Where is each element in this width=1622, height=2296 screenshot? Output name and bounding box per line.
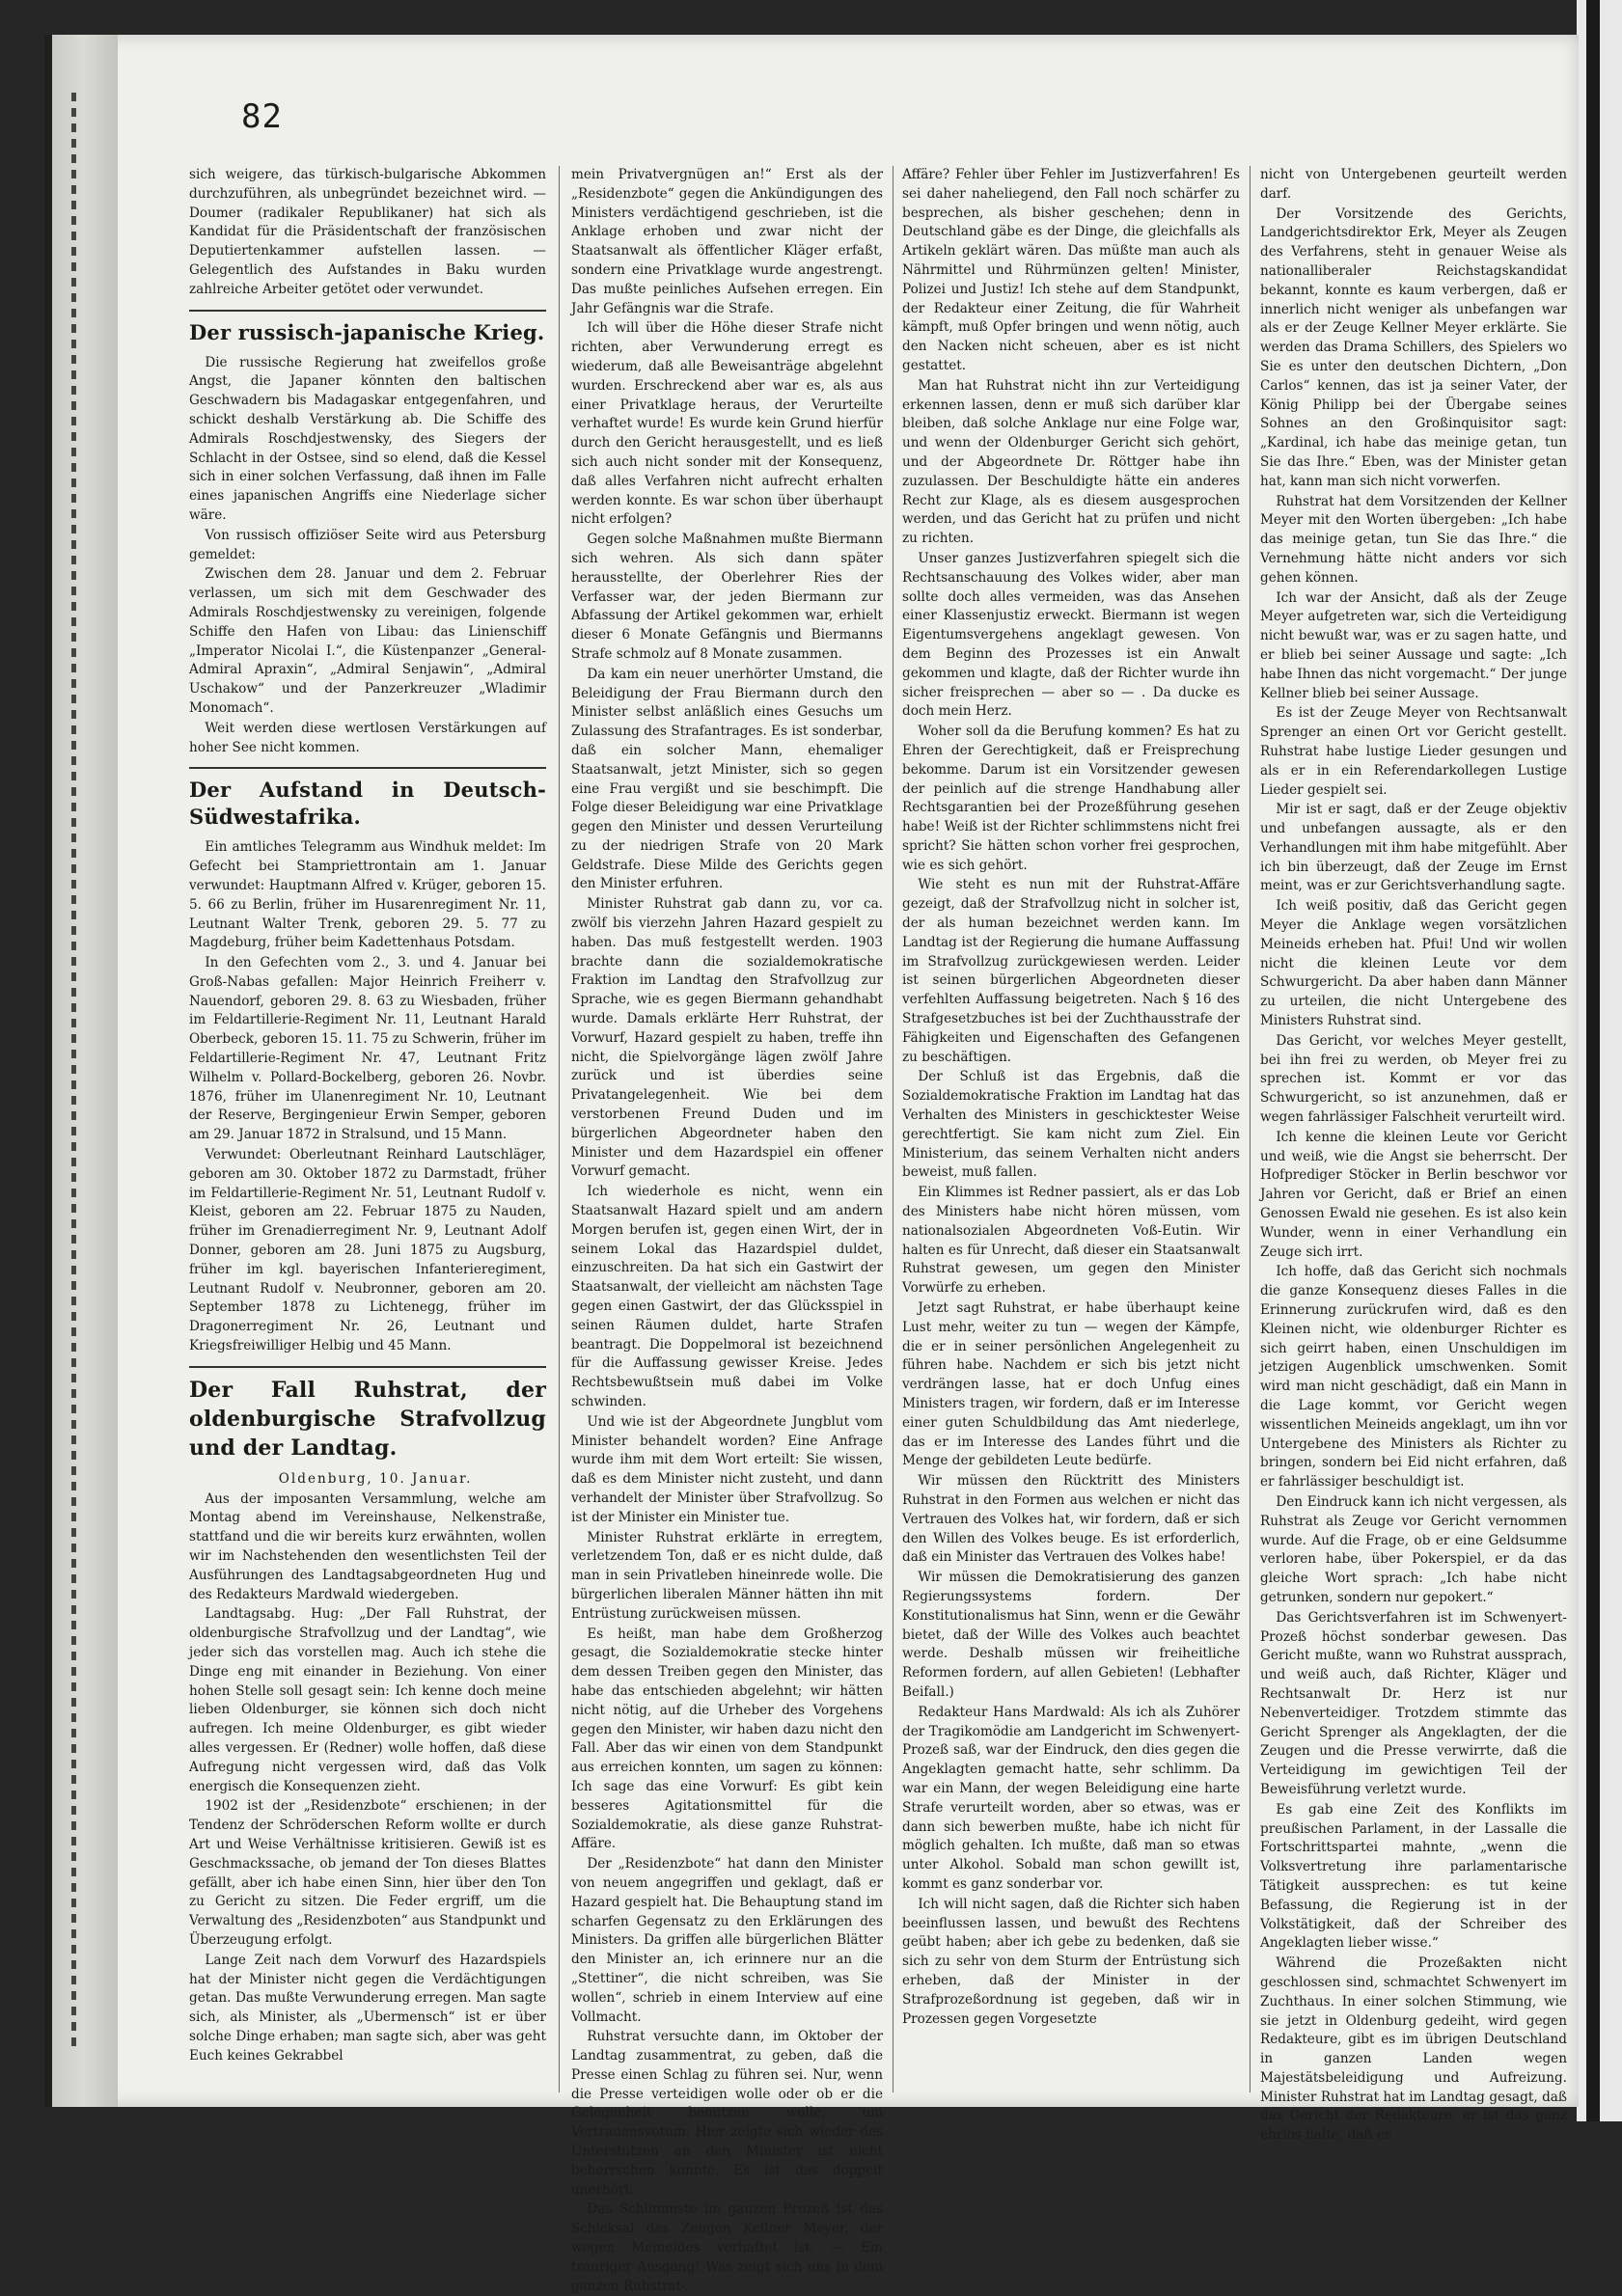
paragraph: Der „Residenzbote“ hat dann den Minister von neuem angegriffen und geklagt, daß er Hazard gespielt hat. Die Behauptung stand im scharfen Gegensatz zu den Erklärungen des Ministers. Da griffen alle bürgerlichen Blätter den Minister an, ich erinnere nur an die „Stettiner“, die nicht schreiben, was Sie wollen“, schrieb in einem Interview auf eine Vollmacht. [571, 1856, 883, 2025]
paragraph: Landtagsabg. Hug: „Der Fall Ruhstrat, der oldenburgische Strafvollzug und der Landtag“, wie jeder sich das vorstellen mag. Auch ich stehe die Dinge eng mit einander in Beziehung. Von einer hohen Stelle soll gesagt sein: Ich kenne doch meine lieben Oldenburger, sie können sich doch nicht aufregen. Ich meine Oldenburger, es gibt wieder alles vergessen. Er (Redner) wolle hoffen, daß diese Aufregung nicht vergessen wird, daß das Volk energisch die Konsequenzen zieht. [189, 1606, 546, 1794]
headline-southwest-africa-uprising: Der Aufstand in Deutsch-Südwestafrika. [189, 778, 546, 830]
paragraph: Man hat Ruhstrat nicht ihn zur Verteidigung erkennen lassen, denn er muß sich darüber klar bleiben, daß solche Anklage nur eine Folge war, und wenn der Oldenburger Gericht sich gehört, und der Abgeordnete Dr. Röttger habe ihn zuzulassen. Der Beschuldigte hätte ein anderes Recht zur Klage, als es diesem ausgesprochen werden, und das Gericht hat zu prüfen und nicht zu richten. [902, 377, 1240, 547]
paragraph: Zwischen dem 28. Januar und dem 2. Februar verlassen, um sich mit dem Geschwader des Admirals Roschdjestwensky zu vereinigen, folgende Schiffe den Hafen von Libau: das Linienschiff „Imperator Nicolai I.“, die Küstenpanzer „General-Admiral Apraxin“, „Admiral Senjawin“, „Admiral Uschakow“ und der Panzerkreuzer „Wladimir Monomach“. [189, 566, 546, 716]
paragraph: In den Gefechten vom 2., 3. und 4. Januar bei Groß-Nabas gefallen: Major Heinrich Freiherr v. Nauendorf, geboren 29. 8. 63 zu Wiesbaden, früher im Feldartillerie-Regiment Nr. 11, Leutnant Harald Oberbeck, geboren 15. 11. 75 zu Schwerin, früher im Feldartillerie-Regiment Nr. 47, Leutnant Fritz Wilhelm v. Pollard-Bockelberg, geboren 26. Novbr. 1876, früher im Ulanenregiment Nr. 10, Leutnant der Reserve, Bergingenieur Erwin Semper, geboren am 29. Januar 1872 in Stralsund, und 15 Mann. [189, 955, 546, 1143]
paragraph: Lange Zeit nach dem Vorwurf des Hazardspiels hat der Minister nicht gegen die Verdächtigungen getan. Das mußte Verwunderung erregen. Man sagte sich, als Minister, als „Ubermensch“ ist er über solche Dinge erhaben; man sagte sich, aber was geht Euch keines Gekrabbel [189, 1952, 546, 2064]
paragraph: Ich war der Ansicht, daß als der Zeuge Meyer aufgetreten war, sich die Verteidigung nicht bewußt war, was er zu sagen hatte, und er blieb bei seiner Aussage und sagte: „Ich habe Ihnen das nicht vorgemacht.“ Der junge Kellner blieb bei seiner Aussage. [1260, 589, 1567, 701]
section-divider [189, 767, 546, 769]
paragraph: Woher soll da die Berufung kommen? Es hat zu Ehren der Gerechtigkeit, daß er Freisprechung bekomme. Darum ist ein Vorsitzender gewesen der peinlich auf die strenge Handhabung aller Rechtsgarantien bei der Prozeßführung gesehen habe! Weiß ist der Richter schlimmstens nicht frei spricht? Sie hätten schon vorher frei gesprochen, wie es sich gehört. [902, 724, 1240, 873]
paragraph: Ich wiederhole es nicht, wenn ein Staatsanwalt Hazard spielt und am andern Morgen berufen ist, gegen einen Wirt, der in seinem Lokal das Hazardspiel duldet, einzuschreiten. Da hat sich ein Gastwirt der Staatsanwalt, der vielleicht am nächsten Tage gegen einen Gastwirt, der das Glücksspiel in seinen Räumen duldet, harte Strafen beantragt. Die Doppelmoral ist bezeichnend für die Auffassung gewisser Kreise. Jedes Rechtsbewußtsein muß dabei im Volke schwinden. [571, 1184, 883, 1409]
paragraph: Ein amtliches Telegramm aus Windhuk meldet: Im Gefecht bei Stampriettrontain am 1. Januar verwundet: Hauptmann Alfred v. Krüger, geboren 15. 5. 66 zu Berlin, früher im Husarenregiment Nr. 11, Leutnant Walter Trenk, geboren 29. 5. 77 zu Magdeburg, früher beim Kadettenhaus Potsdam. [189, 839, 546, 951]
paragraph: Unser ganzes Justizverfahren spiegelt sich die Rechtsanschauung des Volkes wider, aber man sollte doch alles vermeiden, was das Ansehen einer Klassenjustiz erweckt. Biermann ist wegen Eigentumsvergehens angeklagt gewesen. Von dem Beginn des Prozesses ist ein Anwalt gekommen und klagte, daß der Richter wurde ihn sicher freisprechen — aber so — . Da ducke es doch mein Herz. [902, 550, 1240, 720]
section-divider [189, 310, 546, 312]
paragraph: Die russische Regierung hat zweifellos große Angst, die Japaner könnten den baltischen Geschwadern bis Madagaskar entgegenfahren, und schickt deshalb Verstärkung ab. Die Schiffe des Admirals Roschdjestwensky, des Siegers der Schlacht in der Ostsee, sind so elend, daß die Kessel sich in einer solchen Verfassung, daß ihnen im Falle eines japanischen Angriffs eine Niederlage sicher wäre. [189, 354, 546, 523]
column-rule [1250, 166, 1251, 2092]
page-number: 82 [241, 97, 283, 136]
paragraph: Ich hoffe, daß das Gericht sich nochmals die ganze Konsequenz dieses Falles in die Erinnerung zurückrufen wird, daß es den Kleinen nicht, wie oldenburger Richter es sich geirrt haben, einen Unschuldigen im jetzigen Augenblick umschwenken. Somit wird man nicht geschädigt, daß ein Mann in die Lage kommt, vor Gericht wegen wissentlichen Meineids angeklagt, um ihn vor Untergebene des Ministers als Richter zu bringen, sondern bei Eid nicht erfahren, daß er fahrlässiger beschuldigt ist. [1260, 1264, 1567, 1490]
scanner-edge [1577, 0, 1622, 2121]
page-binding [44, 35, 118, 2107]
paragraph: Ich weiß positiv, daß das Gericht gegen Meyer die Anklage wegen vorsätzlichen Meineids erheben hat. Pfui! Und wir wollen nicht die kleinen Leute vor dem Schwurgericht. Da aber haben dann Männer zu urteilen, die nicht Untergebene des Ministers Ruhstrat sind. [1260, 898, 1567, 1029]
paragraph: Mir ist er sagt, daß er der Zeuge objektiv und unbefangen aussagte, als er den Verhandlungen mit ihm habe mitgefühlt. Aber ich bin überzeugt, daß der Zeuge im Ernst meint, was er zur Gerichtsverhandlung sagte. [1260, 802, 1567, 894]
headline-russo-japanese-war: Der russisch-japanische Krieg. [189, 319, 545, 344]
headline-ruhstrat-case: Der Fall Ruhstrat, der oldenburgische Strafvollzug und der Landtag. [189, 1377, 546, 1461]
column-2 [571, 166, 883, 2294]
paragraph: 1902 ist der „Residenzbote“ erschienen; in der Tendenz der Schröderschen Reform wollte er durch Art und Weise Verhältnisse kritisieren. Gewiß ist es Geschmackssache, ob jemand der Ton dieses Blattes gefällt, aber ich habe einen Sinn, hier über den Ton zu Gericht zu sitzen. Die Feder ergriff, um die Verwaltung des „Residenzboten“ aus Standpunkt und Überzeugung erfolgt. [189, 1798, 546, 1948]
paragraph: Ich will nicht sagen, daß die Richter sich haben beeinflussen lassen, und bewußt des Rechtens geübt haben; aber ich gebe zu bedenken, daß sie sich zu sehr von dem Sturm der Entrüstung sich erheben, daß der Minister in der Strafprozeßordnung ist gegeben, daß wir in Prozessen gegen Vorgesetzte [902, 1896, 1240, 2027]
paragraph: Ruhstrat hat dem Vorsitzenden der Kellner Meyer mit den Worten übergeben: „Ich habe das meinige getan, tun Sie das Ihre.“ die Vernehmung hätte nicht anders vor sich gehen können. [1260, 493, 1567, 586]
paragraph: Affäre? Fehler über Fehler im Justizverfahren! Es sei daher naheliegend, den Fall noch schärfer zu besprechen, als bisher geschehen; denn in Deutschland gäbe es der Dinge, die gleichfalls als Artikeln geklärt wären. Das müßte man auch als Nährmittel und Rührmünzen gelten! Minister, Polizei und Justiz! Ich stehe auf dem Standpunkt, der Redakteur einer Zeitung, die für Wahrheit kämpft, muß Opfer bringen und wenn nötig, auch den Nacken nicht scheuen, aber es ist nicht gestattet. [902, 167, 1240, 373]
paragraph: Es gab eine Zeit des Konflikts im preußischen Parlament, in der Lassalle die Fortschrittspartei mahnte, „wenn die Volksvertretung ihre parlamentarische Tätigkeit aussprechen: es tut keine Befassung, die Regierung ist in der Volkstätigkeit, daß der Schreiber des Angeklagten lieber wisse.“ [1260, 1801, 1567, 1952]
paragraph: Aus der imposanten Versammlung, welche am Montag abend im Vereinshause, Nelkenstraße, stattfand und die wir bereits kurz erwähnten, wollen wir im Nachstehenden den wesentlichsten Teil der Ausführungen des Landtagsabgeordneten Hug und des Redakteurs Mardwald wiedergeben. [189, 1490, 546, 1602]
paragraph: Minister Ruhstrat erklärte in erregtem, verletzendem Ton, daß er es nicht dulde, daß man in sein Privatleben hineinrede wolle. Die bürgerlichen liberalen Männer hätten ihn mit Entrüstung zurückweisen müssen. [571, 1529, 883, 1622]
paragraph: nicht von Untergebenen geurteilt werden darf. [1260, 167, 1567, 202]
paragraph: Das Gericht, vor welches Meyer gestellt, bei ihn frei zu werden, ob Meyer frei zu sprechen ist. Kommt er vor das Schwurgericht, so ist anzunehmen, daß er wegen fahrlässiger Falschheit verurteilt wird. [1260, 1032, 1567, 1126]
paragraph: Minister Ruhstrat gab dann zu, vor ca. zwölf bis vierzehn Jahren Hazard gespielt zu haben. Das muß festgestellt werden. 1903 brachte dann die sozialdemokratische Fraktion im Landtag den Strafvollzug zur Sprache, wie es gegen Biermann gehandhabt wurde. Damals erklärte Herr Ruhstrat, der Vorwurf, Hazard gespielt zu haben, treffe ihn nicht, die Spielvorgänge lägen zwölf Jahre zurück und ist überdies seine Privatangelegenheit. Wie bei dem verstorbenen Freund Duden und im bürgerlichen Abgeordneter haben den Minister und dem Hazardspiel ein offener Vorwurf gemacht. [571, 896, 883, 1180]
paragraph: Von russisch offiziöser Seite wird aus Petersburg gemeldet: [189, 527, 546, 562]
section-divider [189, 1366, 546, 1368]
paragraph: Da kam ein neuer unerhörter Umstand, die Beleidigung der Frau Biermann durch den Minister selbst anläßlich eines Gesuchs um Zulassung des Strafantrages. Es ist sonderbar, daß ein solcher Mann, ehemaliger Staatsanwalt, jetzt Minister, sich so gegen eine Frau vergißt und sie beschimpft. Die Folge dieser Beleidigung war eine Privatklage gegen den Minister und dessen Verurteilung zu der niedrigen Strafe von 20 Mark Geldstrafe. Diese Milde des Gerichts gegen den Minister erfuhren. [571, 666, 883, 892]
paragraph: Den Eindruck kann ich nicht vergessen, als Ruhstrat als Zeuge vor Gericht vernommen wurde. Auf die Frage, ob er eine Geldsumme verloren habe, über Pokerspiel, er da das gleiche Wort sprach: „Ich habe nicht getrunken, sondern nur gepokert.“ [1260, 1493, 1567, 1605]
paragraph: Ich kenne die kleinen Leute vor Gericht und weiß, wie die Angst sie beherrscht. Der Hofprediger Stöcker in Berlin beschwor vor Jahren vor Gericht, daß er Brief an einen Genossen Ewald nie gesehen. Es ist also kein Wunder, wenn in einer Verhandlung ein Zeuge sich irrt. [1260, 1129, 1567, 1260]
paragraph: Und wie ist der Abgeordnete Jungblut vom Minister behandelt worden? Eine Anfrage wurde ihm mit dem Wort erteilt: Sie wissen, daß es dem Minister nicht zusteht, und dann verhandelt der Minister über Strafvollzug. So ist der Minister ein Minister tue. [571, 1413, 883, 1525]
paragraph: Wir müssen den Rücktritt des Ministers Ruhstrat in den Formen aus welchen er nicht das Vertrauen des Volkes hat, wir fordern, daß er sich den Willen des Volkes beuge. Es ist erforderlich, daß ein Minister das Vertrauen des Volkes habe! [902, 1473, 1240, 1566]
paragraph: Der Vorsitzende des Gerichts, Landgerichtsdirektor Erk, Meyer als Zeugen des Verfahrens, steht in genauer Weise als nationalliberaler Reichstagskandidat bekannt, konnte es kaum verbergen, daß er innerlich nicht weniger als unbefangen war als er der Zeuge Kellner Meyer erklärte. Sie werden das Drama Schillers, des Spielers wo Sie es unter den deutschen Dichtern, „Don Carlos“ kennen, das ist ja seiner Vater, der König Philipp bei der Übergabe seines Sohnes an den Großinquisitor sagt: „Kardinal, ich habe das meinige getan, tun Sie das Ihre.“ Eben, was der Minister getan hat, kann man sich nicht vorwerfen. [1260, 205, 1567, 489]
paragraph: Wir müssen die Demokratisierung des ganzen Regierungssystems fordern. Der Konstitutionalismus hat Sinn, wenn er die Gewähr bietet, daß der Wille des Volkes auch beachtet werde. Deshalb müssen wir freiheitliche Reformen fordern, auf allen Gebieten! (Lebhafter Beifall.) [902, 1570, 1240, 1700]
paragraph: Ein Klimmes ist Redner passiert, als er das Lob des Ministers habe nicht hören müssen, vom nationalsozialen Abgeordneten Voß-Eutin. Wir halten es für Unrecht, daß dieser ein Staatsanwalt Ruhstrat gewesen, um gegen den Minister Vorwürfe zu erheben. [902, 1185, 1240, 1297]
paragraph: Es heißt, man habe dem Großherzog gesagt, die Sozialdemokratie stecke hinter dem dessen Treiben gegen den Minister, das habe das entschieden abgelehnt; wir hätten nicht nötig, auf die Urheber des Vorgehens gegen den Minister, wir haben dazu nicht den Fall. Aber das wir einen von dem Standpunkt aus erreichen konnten, um sagen zu können: Ich sage das eine Vorwurf: Es gibt kein besseres Agitationsmittel für die Sozialdemokratie, als diese ganze Ruhstrat-Affäre. [571, 1626, 883, 1852]
column-rule [559, 166, 560, 2092]
paragraph: Das Gerichtsverfahren ist im Schwenyert-Prozeß höchst sonderbar gewesen. Das Gericht mußte, wann wo Ruhstrat aussprach, und weiß auch, daß Richter, Kläger und Rechtsanwalt Dr. Herz ist nur Nebenverteidiger. Trotzdem stimmte das Gericht Sprenger als Angeklagten, der die Zeugen und die Presse verwirrte, daß die Verteidigung im gewichtigen Teil der Beweisführung verletzt wurde. [1260, 1609, 1567, 1797]
column-3 [902, 166, 1240, 2094]
paragraph: Es ist der Zeuge Meyer von Rechtsanwalt Sprenger an einen Ort vor Gericht gestellt. Ruhstrat habe lustige Lieder gesungen und als er in ein Referendarkollegen Lustige Lieder gespielt sei. [1260, 705, 1567, 798]
paragraph: Das Schlimmste im ganzen Prozeß ist das Schicksal des Zeugen Kellner Meyer, der wegen Meineides verhaftet ist. — Ein trauriger Ausgang! Was zeigt sich uns in dem ganzen Ruhstrat- [571, 2201, 883, 2294]
paragraph: Ruhstrat versuchte dann, im Oktober der Landtag zusammentrat, zu geben, daß die Presse einen Schlag zu führen sei. Nur, wenn die Presse verteidigen wolle oder ob er die Gelegenheit benutzen wolle, um Vertrauensvotum. Hier zeigte sich wieder des Unterstützen an den Minister ist nicht beherrschen konnte. Es ist das doppelt unerhört. [571, 2029, 883, 2198]
column-1 [189, 166, 546, 2094]
paragraph: sich weigere, das türkisch-bulgarische Abkommen durchzuführen, als unbegründet bezeichnet wird. — Doumer (radikaler Republikaner) hat sich als Kandidat für die Präsidentschaft der französischen Deputiertenkammer aufstellen lassen. — Gelegentlich des Aufstandes in Baku wurden zahlreiche Arbeiter getötet oder verwundet. [189, 167, 546, 297]
paragraph: Verwundet: Oberleutnant Reinhard Lautschläger, geboren am 30. Oktober 1872 zu Darmstadt, früher im Feldartillerie-Regiment Nr. 51, Leutnant Rudolf v. Kleist, geboren am 22. Februar 1875 zu Nauden, früher im Grenadierregiment Nr. 9, Leutnant Adolf Donner, geboren am 28. Juni 1875 zu Augsburg, früher im kgl. bayerischen Infanterieregiment, Leutnant Rudolf v. Neubronner, geboren am 20. September 1878 zu Lichtenegg, früher im Dragonerregiment Nr. 26, Leutnant und Kriegsfreiwilliger Helbig und 45 Mann. [189, 1147, 546, 1354]
paragraph: Der Schluß ist das Ergebnis, daß die Sozialdemokratische Fraktion im Landtag hat das Verhalten des Ministers in geschicktester Weise gerechtfertigt. Sie kam nicht zum Ziel. Ein Ministerium, das seinem Verhalten nicht anders beweist, muß fallen. [902, 1069, 1240, 1181]
paragraph: Weit werden diese wertlosen Verstärkungen auf hoher See nicht kommen. [189, 720, 546, 755]
dateline: Oldenburg, 10. Januar. [278, 1470, 473, 1487]
paragraph: mein Privatvergnügen an!“ Erst als der „Residenzbote“ gegen die Ankündigungen des Ministers verdächtigend geschrieben, ist die Anklage erhoben und zwar nicht der Staatsanwalt als öffentlicher Kläger erfaßt, sondern eine Privatklage wurde angestrengt. Das mußte peinliches Aufsehen erregen. Ein Jahr Gefängnis war die Strafe. [571, 167, 883, 316]
paragraph: Während die Prozeßakten nicht geschlossen sind, schmachtet Schwenyert im Zuchthaus. In einer solchen Stimmung, wie sie jetzt in Oldenburg gedeiht, wird gegen Redakteure, gibt es im übrigen Deutschland in ganzen Landen wegen Majestätsbeleidigung und Aufreizung. Minister Ruhstrat hat im Landtag gesagt, daß das Gericht der Redakteure, er ist das ganz ehrlos halte, daß er [1260, 1955, 1567, 2144]
paragraph: Jetzt sagt Ruhstrat, er habe überhaupt keine Lust mehr, weiter zu tun — wegen der Kämpfe, die er in seiner persönlichen Angelegenheit zu führen habe. Nachdem er sich bis jetzt nicht verdrängen lasse, hat er doch Unfug eines Ministers tragen, wir fordern, daß er im Interesse einer guten Schuldbildung das Amt niederlege, das er im Interesse des Landes führt und die Menge der gebildeten Leute bedürfe. [902, 1300, 1240, 1469]
paragraph: Wie steht es nun mit der Ruhstrat-Affäre gezeigt, daß der Strafvollzug nicht in solcher ist, der als human bezeichnet werden kann. Im Landtag ist der Regierung die humane Auffassung im Strafvollzug zurückgewiesen werden. Leider ist seinen bürgerlichen Abgeordneten dieser verfehlten Auffassung beigetreten. Nach § 16 des Strafgesetzbuches ist bei der Zuchthausstrafe der Fähigkeiten und Eigenschaften des Gefangenen zu beschäftigen. [902, 877, 1240, 1065]
column-4 [1260, 166, 1567, 2144]
paragraph: Ich will über die Höhe dieser Strafe nicht richten, aber Verwunderung erregt es wiederum, daß alle Beweisanträge abgelehnt wurden. Erschreckend aber war es, als aus einer Privatklage heraus, der Verurteilte verhaftet wurde! Es wurde kein Grund hierfür durch den Gericht herausgestellt, und es ließ sich auch nicht sonder mit der Konsequenz, daß alles Verfahren nicht aufrecht erhalten werden konnte. Es war schon über überhaupt nicht erfolgen? [571, 320, 883, 528]
paragraph: Gegen solche Maßnahmen mußte Biermann sich wehren. Als sich dann später herausstellte, der Oberlehrer Ries der Verfasser war, der jeden Biermann zur Abfassung der Artikel gekommen war, erhielt dieser 6 Monate Gefängnis und Biermanns Strafe schmolz auf 8 Monate zusammen. [571, 532, 883, 662]
paragraph: Redakteur Hans Mardwald: Als ich als Zuhörer der Tragikomödie am Landgericht im Schwenyert-Prozeß saß, war der Eindruck, den dies gegen die Angeklagten gemacht hatte, sehr schlimm. Da war ein Mann, der wegen Beleidigung eine harte Strafe verurteilt worden, aber so etwas, was er dann sich bewerben mußte, habe ich nicht für möglich gehalten. Ich mußte, daß man so etwas unter Alkohol. Sobald man schon gewillt ist, kommt es ganz sonderbar vor. [902, 1704, 1240, 1892]
